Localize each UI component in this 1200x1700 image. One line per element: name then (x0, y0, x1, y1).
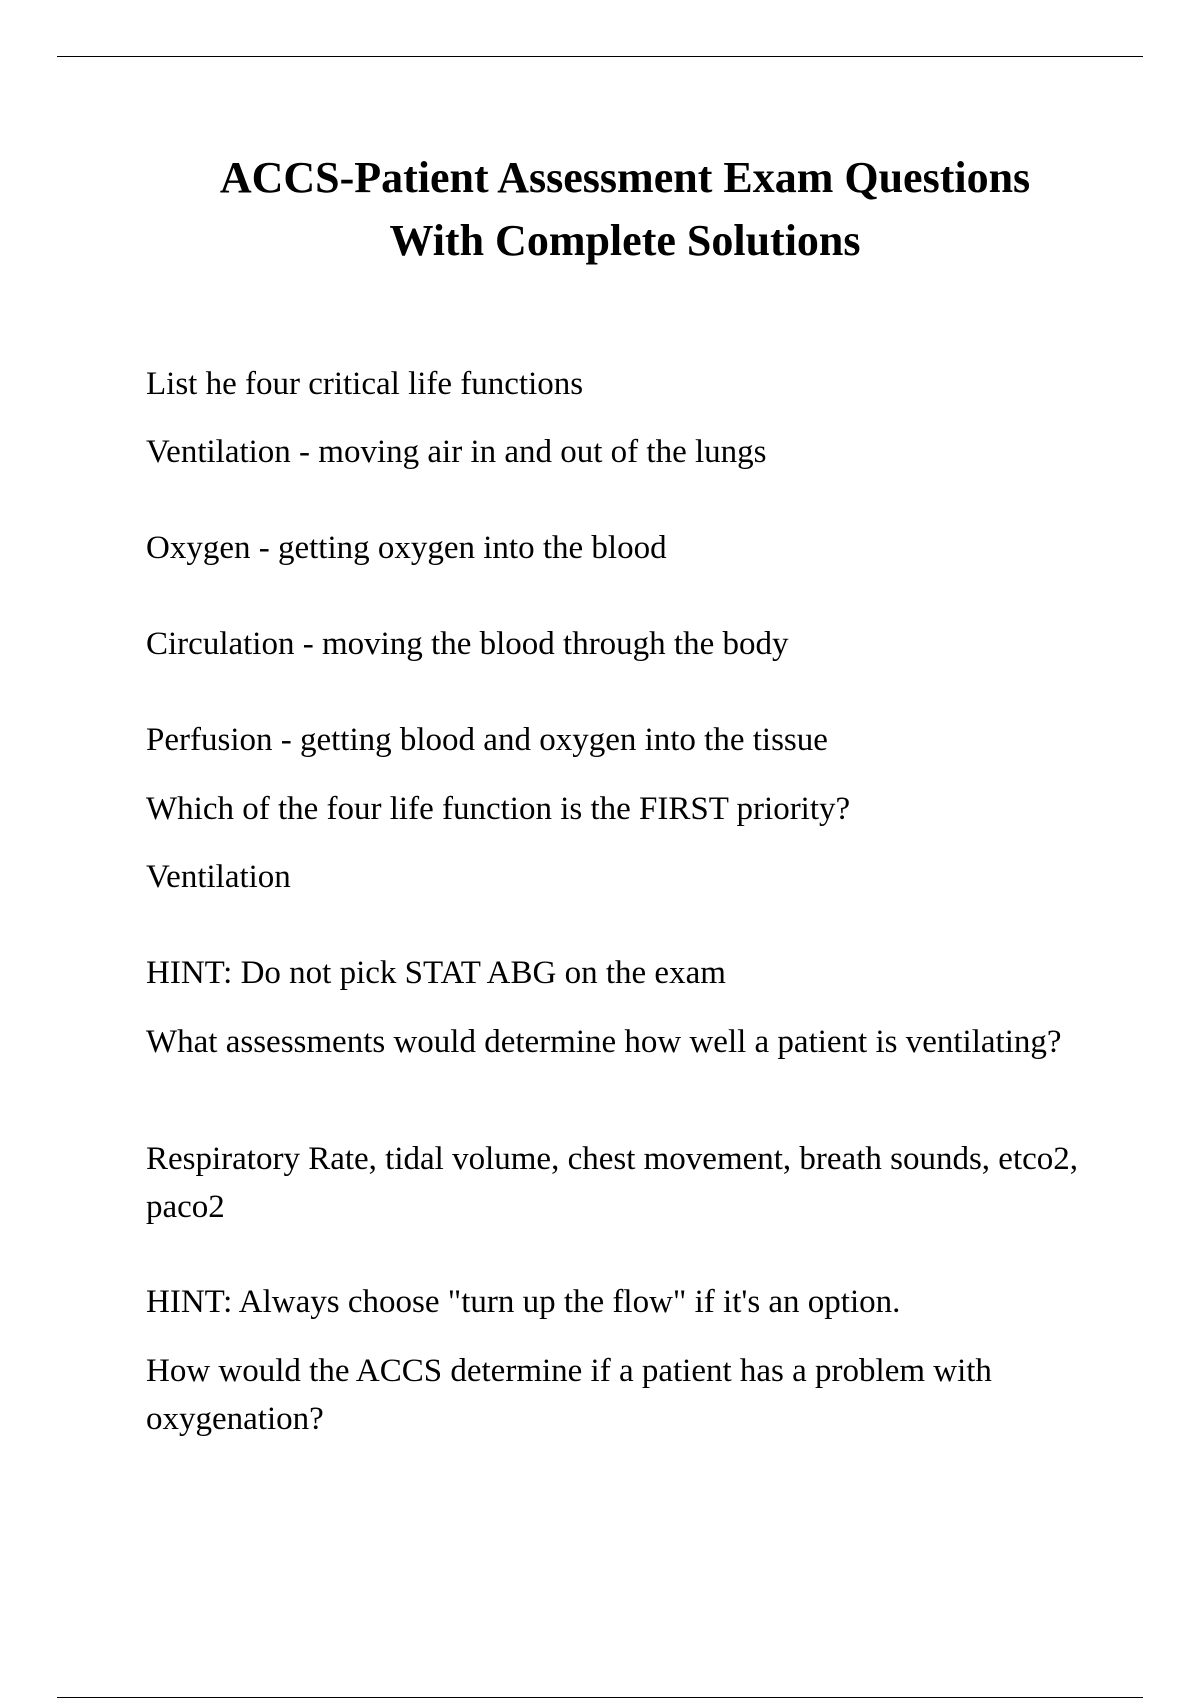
question-first-priority: Which of the four life function is the FIRST priority? (146, 791, 851, 827)
answer-circulation: Circulation - moving the blood through the body (146, 626, 789, 662)
answer-perfusion: Perfusion - getting blood and oxygen into the tissue (146, 722, 828, 758)
hint-turn-up-flow: HINT: Always choose "turn up the flow" if it's an option. (146, 1284, 901, 1320)
answer-ventilation-assessment: Respiratory Rate, tidal volume, chest movement, breath sounds, etco2, paco2 (146, 1141, 1079, 1225)
title-line-1: ACCS-Patient Assessment Exam Questions (219, 153, 1031, 202)
hint-stat-abg: HINT: Do not pick STAT ABG on the exam (146, 955, 726, 991)
answer-oxygen: Oxygen - getting oxygen into the blood (146, 530, 667, 566)
page-title (100, 146, 1150, 272)
question-critical-functions: List he four critical life functions (146, 366, 584, 402)
answer-ventilation: Ventilation - moving air in and out of the lungs (146, 434, 767, 470)
top-divider (57, 56, 1143, 57)
question-ventilation-assessment: What assessments would determine how well a patient is ventilating? (146, 1024, 1062, 1060)
question-oxygenation: How would the ACCS determine if a patient has a problem with oxygenation? (146, 1353, 992, 1437)
bottom-divider (57, 1697, 1143, 1698)
title-line-2: With Complete Solutions (389, 216, 861, 265)
answer-first-priority: Ventilation (146, 859, 291, 895)
